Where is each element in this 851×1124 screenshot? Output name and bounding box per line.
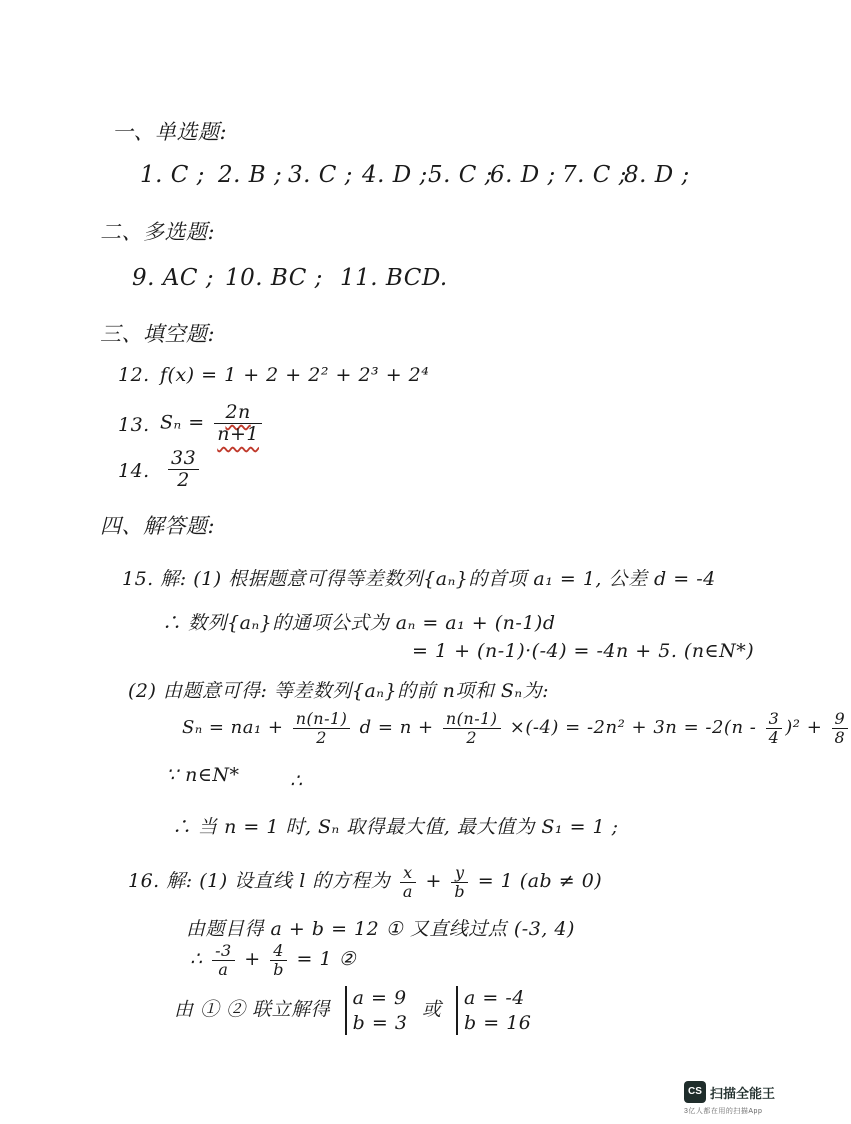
q16-line-1-b: = 1 (ab ≠ 0) [477, 870, 603, 893]
q15-frac-2-den: 2 [466, 727, 478, 747]
q14-numerator: 33 [168, 448, 199, 470]
q16-system-1-b: b = 3 [352, 1011, 408, 1034]
scanner-app-name: 扫描全能王 [710, 1086, 776, 1101]
q15-frac-3 [766, 710, 783, 746]
q15-line-3: = 1 + (n-1)·(-4) = -4n + 5. (n∈N*) [412, 640, 755, 662]
q16-frac-y-den: b [454, 881, 466, 901]
q16-line-4-a: 由 ① ② 联立解得 [174, 998, 331, 1021]
q12-answer: f(x) = 1 + 2 + 2² + 2³ + 2⁴ [160, 364, 430, 386]
section-fill-blank-heading: 三、填空题: [100, 322, 216, 346]
q16-frac-4 [270, 942, 287, 978]
q15-frac-1-den: 2 [316, 727, 327, 747]
q13-answer [160, 402, 265, 445]
q14-fraction [168, 448, 199, 491]
q15-sum-formula [182, 710, 851, 746]
q16-line-1 [128, 864, 602, 900]
q15-therefore-mark: ∴ [290, 770, 303, 792]
q14-answer [165, 448, 202, 491]
q15-sum-b: d = n + [359, 717, 434, 739]
q15-line-7: ∴ 当 n = 1 时, Sₙ 取得最大值, 最大值为 S₁ = 1 ; [172, 816, 619, 838]
q16-frac-m3-den: a [218, 959, 229, 979]
q16-line-2: 由题目得 a + b = 12 ① 又直线过点 (-3, 4) [186, 918, 575, 940]
section-solutions-heading: 四、解答题: [100, 514, 216, 538]
q16-frac-x [400, 864, 416, 900]
q16-frac-m3-num: -3 [212, 942, 235, 961]
q16-or: 或 [421, 998, 442, 1021]
q15-line-6: ∵ n∈N* [166, 764, 240, 786]
q16-line-1-a: 16. 解: (1) 设直线 l 的方程为 [128, 870, 391, 893]
q15-frac-2-num: n(n-1) [443, 710, 501, 729]
answer-q2: 2. B ; [218, 162, 283, 188]
q13-denominator: n+1 [217, 422, 259, 445]
q16-system-2-a: a = -4 [464, 987, 525, 1009]
camscanner-logo-icon: CS [684, 1081, 706, 1103]
q16-system-1-a: a = 9 [352, 987, 407, 1009]
q15-frac-4-num: 9 [832, 710, 849, 729]
q16-frac-x-den: a [402, 881, 413, 901]
answer-q3: 3. C ; [288, 162, 353, 188]
q15-frac-1-num: n(n-1) [293, 710, 351, 729]
q15-sum-a: Sₙ = na₁ + [182, 717, 284, 739]
q15-sum-c: ×(-4) = -2n² + 3n = -2(n - [509, 717, 757, 739]
q16-system-1 [345, 986, 408, 1035]
q16-line-4 [174, 986, 539, 1035]
q16-system-2 [456, 986, 531, 1035]
q13-fraction [214, 402, 262, 445]
section-multi-choice-heading: 二、多选题: [100, 220, 216, 244]
q15-frac-2 [443, 710, 501, 746]
q15-frac-1 [293, 710, 351, 746]
q16-frac-y-num: y [451, 864, 468, 883]
q13-numerator: 2n [214, 402, 262, 424]
q16-line-3-a: ∴ [190, 948, 203, 971]
answer-q9: 9. AC ; [132, 265, 215, 291]
answer-q4: 4. D ; [362, 162, 428, 188]
q16-line-3-b: = 1 ② [296, 948, 357, 971]
answer-q10: 10. BC ; [225, 265, 323, 291]
q16-frac-y [451, 864, 468, 900]
q15-frac-4-den: 8 [834, 727, 846, 747]
q15-line-1: 15. 解: (1) 根据题意可得等差数列{aₙ}的首项 a₁ = 1, 公差 d = -4 [122, 568, 716, 590]
q13-number: 13. [118, 414, 150, 436]
q16-frac-m3 [212, 942, 235, 978]
answer-q1: 1. C ; [140, 162, 205, 188]
scanner-watermark [684, 1081, 792, 1115]
q15-line-2: ∴ 数列{aₙ}的通项公式为 aₙ = a₁ + (n-1)d [162, 612, 556, 634]
q14-denominator: 2 [177, 468, 190, 491]
answer-q8: 8. D ; [624, 162, 690, 188]
q16-frac-x-num: x [400, 864, 416, 883]
q15-frac-3-num: 3 [766, 710, 783, 729]
q15-line-4: (2) 由题意可得: 等差数列{aₙ}的前 n项和 Sₙ为: [128, 680, 550, 702]
q15-sum-d: )² + [785, 717, 823, 739]
answer-q6: 6. D ; [490, 162, 556, 188]
q15-frac-3-den: 4 [768, 727, 780, 747]
answer-q7: 7. C ; [562, 162, 627, 188]
q16-line-1-plus: + [425, 870, 442, 893]
q16-frac-4-num: 4 [270, 942, 287, 961]
q16-frac-4-den: b [273, 959, 284, 979]
answer-q5: 5. C ; [428, 162, 493, 188]
section-single-choice-heading: 一、单选题: [112, 120, 228, 144]
q16-line-3 [190, 942, 356, 978]
q14-number: 14. [118, 460, 150, 482]
q15-frac-4 [832, 710, 849, 746]
q12-number: 12. [118, 364, 150, 386]
answer-q11: 11. BCD. [340, 265, 448, 291]
scanner-tagline: 3亿人都在用的扫描App [684, 1108, 763, 1115]
q13-lhs: Sₙ = [160, 411, 205, 434]
q16-line-3-plus: + [244, 948, 261, 971]
q16-system-2-b: b = 16 [464, 1011, 532, 1034]
